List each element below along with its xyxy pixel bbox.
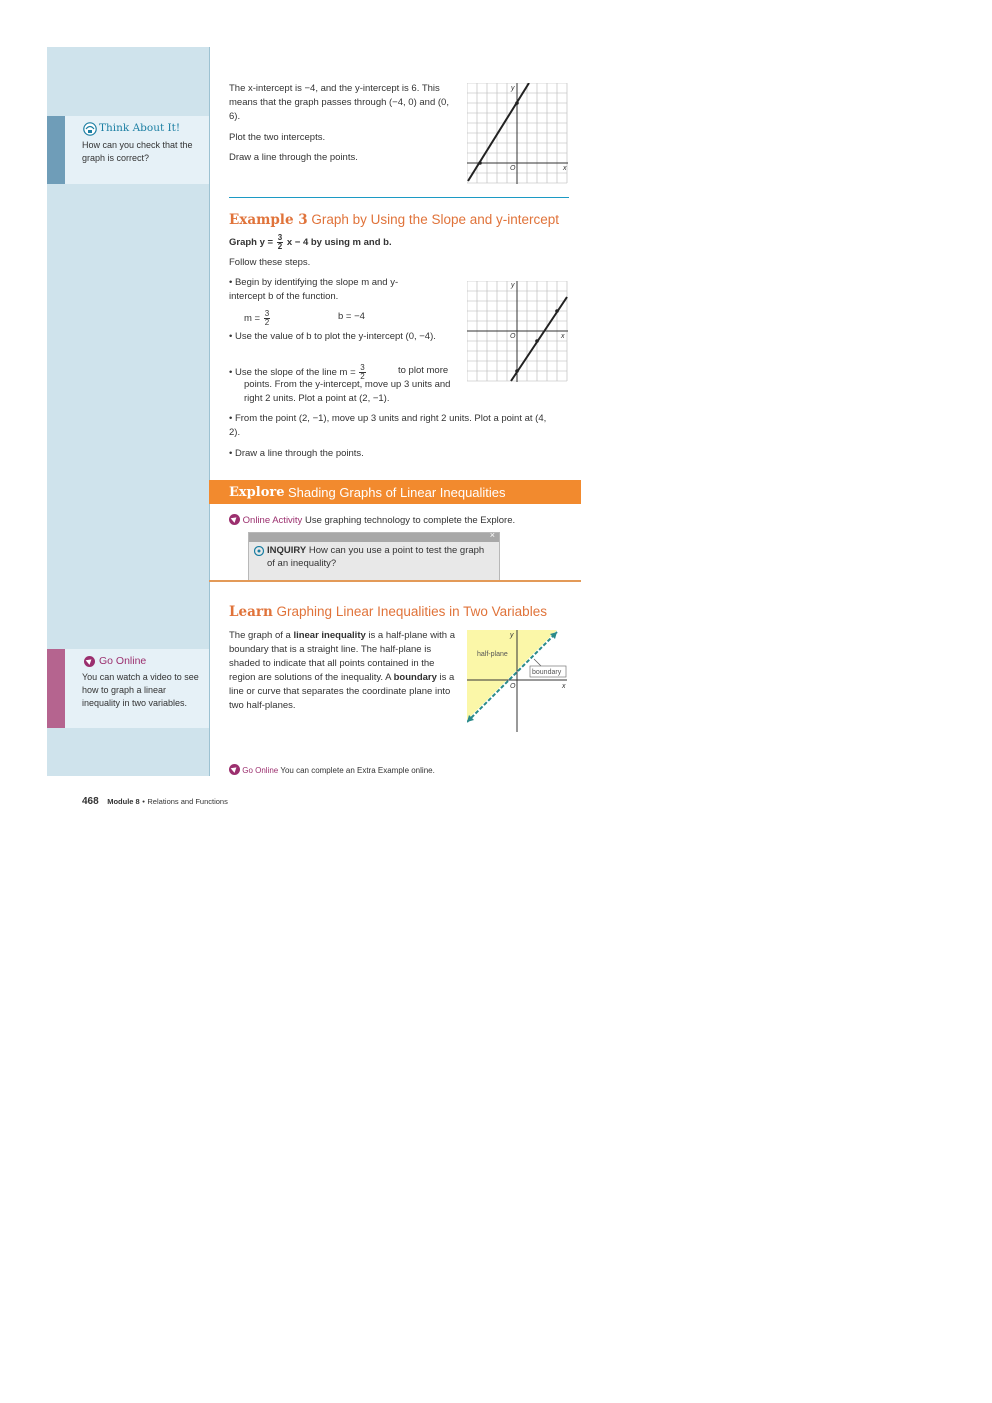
y-axis-label: y: [511, 85, 515, 92]
go-online-callout[interactable]: [47, 649, 209, 728]
go-online-footer: [229, 764, 435, 778]
fraction: $\frac{3}{2}$: [277, 233, 283, 251]
inquiry-text: INQUIRY How can you use a point to test the graph of an inequality?: [267, 545, 485, 569]
inequality-graph: [467, 630, 570, 732]
step-2: • Use the value of b to plot the y-intercept (0, −4).: [229, 331, 436, 342]
think-about-it-title: Think About It!: [99, 122, 181, 134]
intercepts-paragraph: The x-intercept is −4, and the y-intercept is 6. This means that the graph passes through (−4, 0) and (0, 6).: [229, 83, 449, 122]
callout-bar: [47, 649, 65, 728]
page-footer: 468 Module 8 • Relations and Functions: [82, 796, 228, 807]
x-axis-label: x: [561, 333, 565, 340]
section-divider: [209, 580, 581, 582]
follow-steps-text: Follow these steps.: [229, 257, 311, 268]
intercept-value: b = −4: [338, 311, 365, 322]
x-axis-label: x: [563, 165, 567, 172]
origin-label: O: [510, 683, 516, 690]
think-about-it-callout: [47, 116, 209, 184]
learn-heading: [229, 604, 547, 620]
y-axis-label: y: [510, 632, 514, 639]
go-online-link[interactable]: Go Online: [242, 766, 279, 775]
explore-keyword: Explore: [229, 485, 285, 500]
example-3-prompt: [229, 234, 392, 251]
example-3-keyword: Example 3: [229, 212, 308, 228]
inquiry-box: [248, 532, 500, 581]
explore-title: Shading Graphs of Linear Inequalities: [288, 485, 506, 500]
cursor-icon: [84, 656, 95, 667]
slope-value: m = $\frac{3}{2}$: [244, 309, 270, 327]
close-icon[interactable]: ×: [489, 530, 495, 540]
prompt-part-b: x − 4 by using m and b.: [286, 237, 392, 249]
origin-label: O: [510, 165, 516, 172]
module-label: Module 8: [107, 797, 140, 806]
intercepts-graph: [467, 83, 568, 184]
callout-bar: [47, 116, 65, 184]
go-online-footer-text: You can complete an Extra Example online.: [280, 766, 435, 775]
step-3-start: • Use the slope of the line m = $\frac{3}{2}$: [229, 363, 365, 381]
plot-intercepts-text: Plot the two intercepts.: [229, 132, 326, 143]
step-4: • From the point (2, −1), move up 3 units and right 2 units. Plot a point at (4, 2).: [229, 413, 547, 438]
slope-intercept-graph: [467, 281, 568, 382]
prompt-part-a: Graph y =: [229, 237, 274, 249]
inquiry-icon: [254, 546, 264, 556]
section-divider: [229, 197, 569, 198]
learn-paragraph: The graph of a linear inequality is a half-plane with a boundary that is a straight line. The half-plane is shaded to indicate that all points contained in the region are solutions of the inequality. A boundary is a line or curve that separates the coordinate plane into two half-planes.: [229, 630, 456, 711]
boundary-label: boundary: [532, 669, 562, 676]
example-3-title: Graph by Using the Slope and y-intercept: [311, 212, 560, 227]
lightbulb-head-icon: [83, 122, 97, 136]
think-about-it-body: How can you check that the graph is correct?: [82, 140, 193, 163]
half-plane-label: half-plane: [477, 651, 508, 658]
learn-keyword: Learn: [229, 604, 273, 620]
cursor-icon: [229, 764, 240, 775]
origin-label: O: [510, 333, 516, 340]
draw-line-text: Draw a line through the points.: [229, 152, 358, 163]
step-1: • Begin by identifying the slope m and y-intercept b of the function.: [229, 277, 399, 302]
cursor-icon: [229, 514, 240, 525]
example-3-heading: [229, 212, 559, 228]
learn-title: Graphing Linear Inequalities in Two Variables: [276, 604, 547, 619]
x-axis-label: x: [562, 683, 566, 690]
module-title: Relations and Functions: [147, 797, 228, 806]
go-online-body: You can watch a video to see how to graph a linear inequality in two variables.: [82, 672, 199, 708]
step-5: • Draw a line through the points.: [229, 448, 364, 459]
y-axis-label: y: [511, 282, 515, 289]
page-number: 468: [82, 796, 99, 807]
step-3: to plot more points. From the y-intercept, move up 3 units and right 2 units. Plot a point at (2, −1).: [244, 365, 451, 404]
online-activity-line: [229, 514, 515, 528]
online-activity-text: Use graphing technology to complete the Explore.: [304, 515, 516, 526]
explore-banner: [209, 480, 581, 504]
online-activity-link[interactable]: Online Activity: [242, 515, 303, 526]
go-online-title[interactable]: Go Online: [99, 655, 147, 667]
